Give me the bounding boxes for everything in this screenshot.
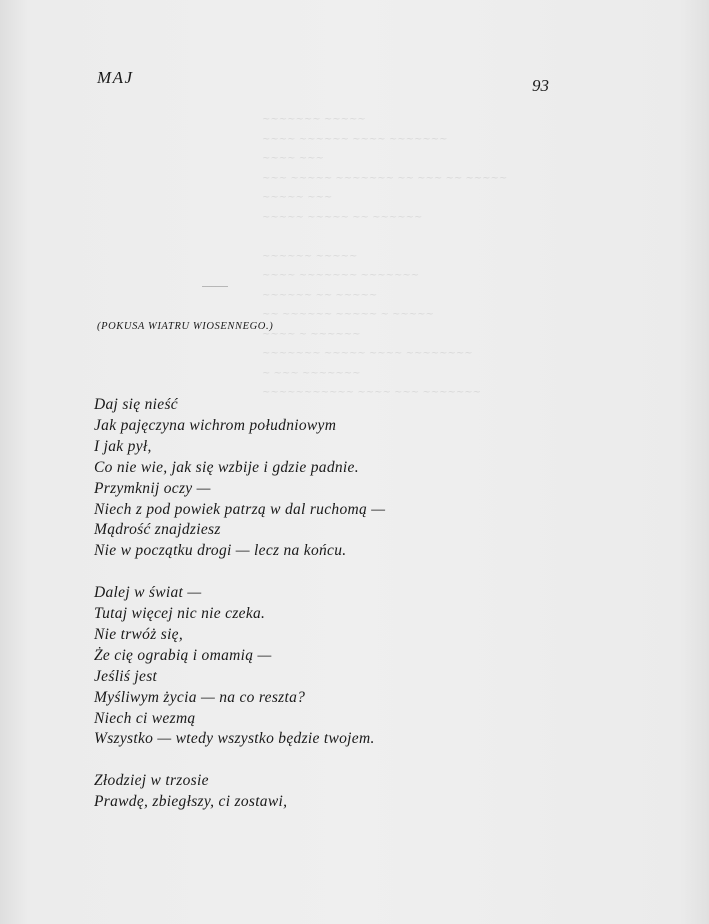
running-title: MAJ [97,68,134,87]
verse-line: Co nie wie, jak się wzbije i gdzie padnie. [94,458,359,476]
poem-body [94,395,385,834]
verse-line: Nie trwóż się, [94,625,184,643]
poem-title: (POKUSA WIATRU WIOSENNEGO.) [97,321,274,332]
stanza [94,583,385,750]
verse-line: Jeśliś jest [94,667,158,685]
verse-line: Dalej w świat — [94,584,202,602]
section-divider [202,286,228,287]
stanza [94,395,385,562]
verse-line: Mądrość znajdziesz [94,521,221,539]
stanza [94,771,385,813]
verse-line: I jak pył, [94,437,152,455]
verse-line: Daj się nieść [94,396,178,413]
verse-line: Wszystko — wtedy wszystko będzie twojem. [94,730,375,748]
verse-line: Niech z pod powiek patrzą w dal ruchomą — [94,500,386,518]
verse-line: Przymknij oczy — [94,479,211,497]
verse-line: Myśliwym życia — na co reszta? [94,688,306,706]
bleed-through-text: ~~~~~~~ ~~~~~ ~~~~ ~~~~~~ ~~~~ ~~~~~~~ ~~~~ ~~~ ~~~ ~~~~~ ~~~~~~~ ~~ ~~~ ~~ ~~~~~ ~~~~~ ~~~ ~~~~~ ~~~~~ ~~ ~~~~~~ ~~~~~~ ~~~~~ ~~~~ ~~~~~~~ ~~~~~~~ ~~~~~~ ~~ ~~~~~ ~~ ~~~~~~ ~~~~~ ~ ~~~~~ ~~~~ ~ ~~~~~~ ~~~~~~~ ~~~~~ ~~~~ ~~~~~~~~ ~ ~~~ ~~~~~~~ ~~~~~~~~~~~ ~~~~ ~~~ ~~~~~~~ [262,114,508,398]
verse-line: Tutaj więcej nic nie czeka. [94,605,266,623]
page-number: 93 [532,76,549,95]
verse-line: Nie w początku drogi — lecz na końcu. [94,542,347,560]
verse-line: Prawdę, zbiegłszy, ci zostawi, [94,793,288,811]
verse-line: Jak pajęczyna wichrom południowym [94,416,337,434]
verse-line: Niech ci wezmą [94,709,196,727]
verse-line: Złodziej w trzosie [94,772,209,790]
verse-line: Że cię ograbią i omamią — [94,646,272,664]
